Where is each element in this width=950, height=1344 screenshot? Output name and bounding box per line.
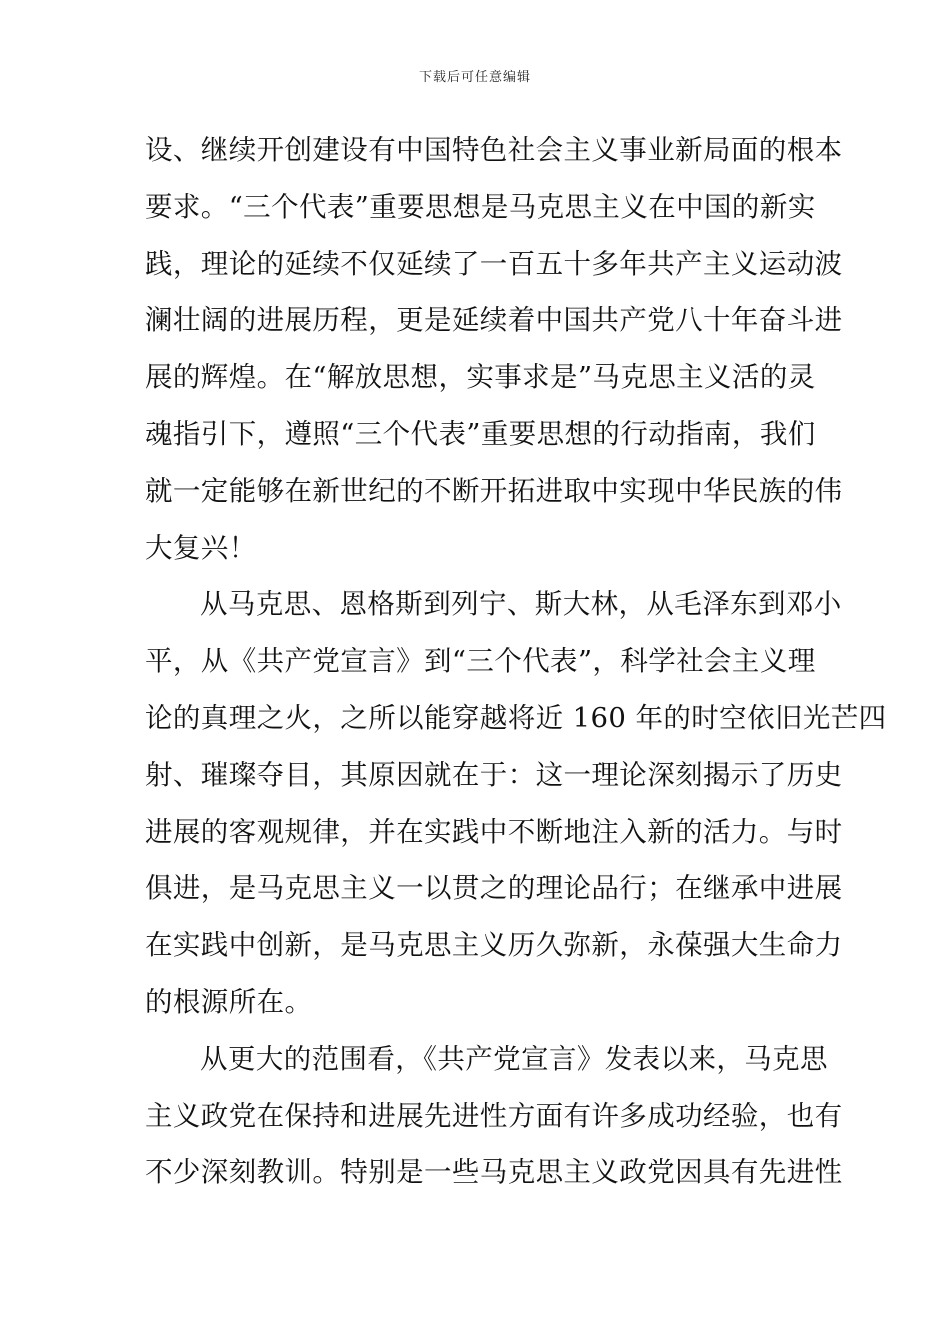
text-line: 要求。“三个代表”重要思想是马克思主义在中国的新实 [145,190,816,223]
text-line: 展的辉煌。在“解放思想，实事求是”马克思主义活的灵 [145,361,816,394]
text-line: 大复兴！ [145,531,257,564]
page-header: 下载后可任意编辑 [418,70,531,85]
paragraph-2 [145,576,887,1030]
document-body [145,122,887,1201]
text-line: 俱进，是马克思主义一以贯之的理论品行；在继承中进展 [145,872,843,905]
text-line: 在实践中创新，是马克思主义历久弥新，永葆强大生命力 [145,929,843,962]
text-line: 践，理论的延续不仅延续了一百五十多年共产主义运动波 [145,247,843,280]
text-line: 设、继续开创建设有中国特色社会主义事业新局面的根本 [145,134,843,166]
text-line: 魂指引下，遵照“三个代表”重要思想的行动指南，我们 [145,417,816,450]
paragraph-3 [145,1031,843,1201]
text-line: 平，从《共产党宣言》到“三个代表”，科学社会主义理 [145,645,816,678]
text-line: 从马克思、恩格斯到列宁、斯大林，从毛泽东到邓小 [200,588,842,621]
text-line: 就一定能够在新世纪的不断开拓进取中实现中华民族的伟 [145,474,843,507]
text-line: 射、璀璨夺目，其原因就在于：这一理论深刻揭示了历史 [145,758,843,791]
text-line: 进展的客观规律，并在实践中不断地注入新的活力。与时 [145,815,843,848]
text-line: 不少深刻教训。特别是一些马克思主义政党因具有先进性 [145,1156,843,1189]
text-line: 从更大的范围看，《共产党宣言》发表以来，马克思 [200,1042,828,1075]
text-line: 论的真理之火，之所以能穿越将近 160 年的时空依旧光芒四 [145,701,887,734]
paragraph-1 [145,122,843,576]
text-line: 澜壮阔的进展历程，更是延续着中国共产党八十年奋斗进 [145,304,843,337]
text-line: 主义政党在保持和进展先进性方面有许多成功经验，也有 [145,1099,843,1132]
text-line: 的根源所在。 [145,985,313,1018]
